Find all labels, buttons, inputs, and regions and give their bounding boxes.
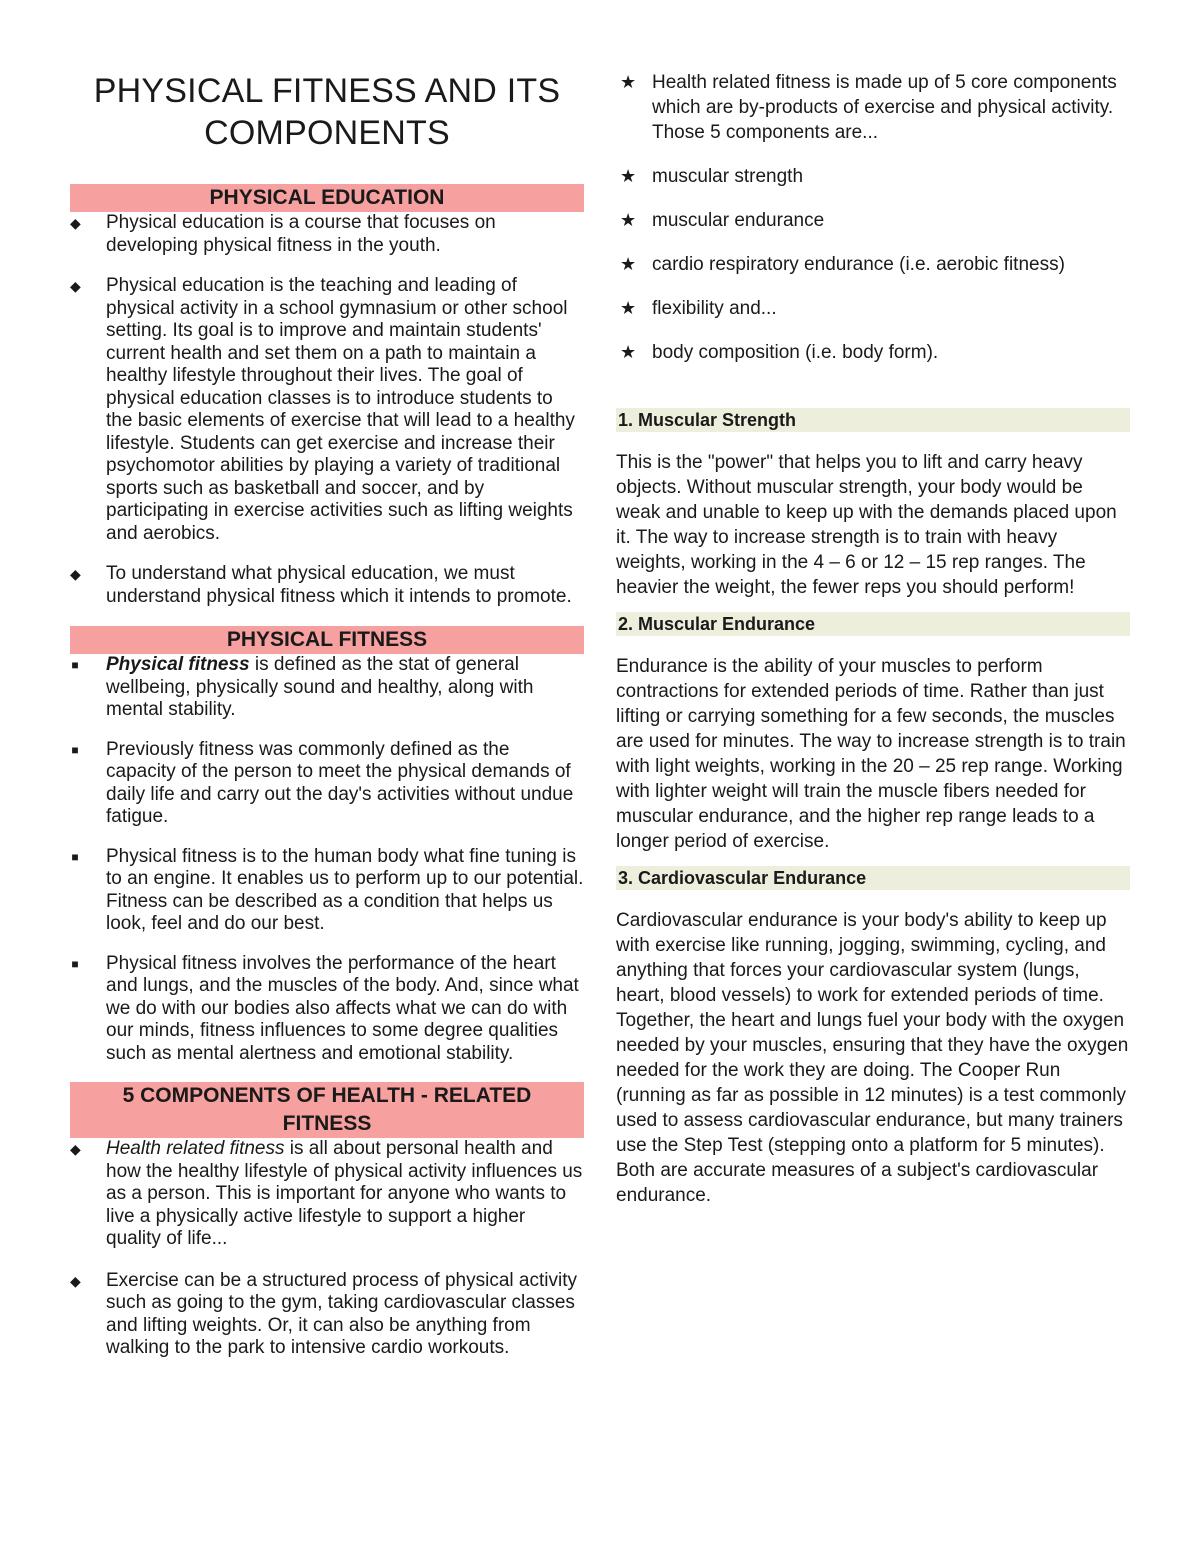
cardiovascular-endurance-heading: 3. Cardiovascular Endurance — [616, 866, 1130, 890]
components-list — [616, 70, 1130, 365]
muscular-strength-heading: 1. Muscular Strength — [616, 408, 1130, 432]
star-bullet-icon: ★ — [620, 72, 637, 92]
page-title: PHYSICAL FITNESS AND ITS COMPONENTS — [93, 72, 561, 152]
health-related-heading: 5 COMPONENTS OF HEALTH - RELATED FITNESS — [70, 1082, 584, 1138]
square-bullet-icon: ■ — [71, 658, 79, 672]
list-item: ★ muscular strength — [620, 166, 804, 187]
list-item: ■ Physical fitness is defined as the stat of general wellbeing, physically sound and healthy, along with mental stability. — [71, 654, 534, 720]
diamond-bullet-icon: ◆ — [70, 215, 81, 231]
physical-fitness-list — [70, 654, 584, 1065]
list-item: ◆ Physical education is the teaching and leading of physical activity in a school gymnasium or other school setting. Its goal is to improve and maintain students' current health and set them on a path to maintain a healthy lifestyle throughout their lives. The goal of physical education classes is to introduce students to the basic elements of exercise that will lead to a healthy lifestyle. Students can get exercise and increase their psychomotor abilities by playing a variety of traditional sports such as basketball and soccer, and by participating in exercise activities such as lifting weights and aerobics. — [70, 275, 575, 544]
physical-education-list — [70, 212, 584, 608]
list-item: ◆ Health related fitness is all about personal health and how the healthy lifestyle of physical activity influences us as a person. This is important for anyone who wants to live a physically active lifestyle to support a higher quality of life... — [70, 1138, 583, 1249]
diamond-bullet-icon: ◆ — [70, 1141, 81, 1157]
muscular-endurance-heading: 2. Muscular Endurance — [616, 612, 1130, 636]
health-related-list — [70, 1138, 584, 1360]
cardiovascular-endurance-text: Cardiovascular endurance is your body's ability to keep up with exercise like running, jogging, swimming, cycling, and anything that forces your cardiovascular system (lungs, heart, blood vessels) to work for extended periods of time. Together, the heart and lungs fuel your body with the oxygen needed by your muscles, ensuring that they have the oxygen needed for the work they are doing. The Cooper Run (running as far as possible in 12 minutes) is a test commonly used to assess cardiovascular endurance, but many trainers use the Step Test (stepping onto a platform for 5 minutes). Both are accurate measures of a subject's cardiovascular endurance. — [616, 910, 1129, 1206]
diamond-bullet-icon: ◆ — [70, 278, 81, 294]
list-item: ■ Physical fitness involves the performance of the heart and lungs, and the muscles of the body. And, since what we do with our bodies also affects what we can do with our minds, fitness influences to some degree qualities such as mental alertness and emotional stability. — [71, 952, 579, 1064]
muscular-endurance-text: Endurance is the ability of your muscles to perform contractions for extended periods of time. Rather than just lifting or carrying something for a few seconds, the muscles are used for minutes. The way to increase strength is to train with light weights, working in the 20 – 25 rep range. Working with lighter weight will train the muscle fibers needed for muscular endurance, and the higher rep range leads to a longer period of exercise. — [616, 656, 1126, 852]
diamond-bullet-icon: ◆ — [70, 566, 81, 582]
square-bullet-icon: ■ — [71, 742, 79, 757]
star-bullet-icon: ★ — [620, 254, 637, 274]
star-bullet-icon: ★ — [620, 298, 637, 318]
list-item: ★ cardio respiratory endurance (i.e. aerobic fitness) — [620, 254, 1065, 275]
list-item: ★ Health related fitness is made up of 5 core components which are by-products of exercise and physical activity. Those 5 components are... — [620, 72, 1117, 143]
right-column — [616, 70, 1130, 1220]
list-item: ◆ Physical education is a course that focuses on developing physical fitness in the youth. — [70, 212, 496, 256]
list-item: ■ Previously fitness was commonly defined as the capacity of the person to meet the physical demands of daily life and carry out the day's activities without undue fatigue. — [71, 738, 574, 827]
list-item: ◆ Exercise can be a structured process of physical activity such as going to the gym, taking cardiovascular classes and lifting weights. Or, it can also be anything from walking to the park to intensive cardio workouts. — [70, 1269, 577, 1358]
star-bullet-icon: ★ — [620, 166, 637, 186]
list-item: ★ body composition (i.e. body form). — [620, 342, 939, 363]
muscular-strength-text: This is the "power" that helps you to lift and carry heavy objects. Without muscular strength, your body would be weak and unable to keep up with the demands placed upon it. The way to increase strength is to train with heavy weights, working in the 4 – 6 or 12 – 15 rep ranges. The heavier the weight, the fewer reps you should perform! — [616, 452, 1117, 598]
list-item: ★ muscular endurance — [620, 210, 825, 231]
physical-fitness-heading: PHYSICAL FITNESS — [70, 626, 584, 654]
list-item: ◆ To understand what physical education, we must understand physical fitness which it intends to promote. — [70, 563, 572, 607]
diamond-bullet-icon: ◆ — [70, 1272, 81, 1289]
star-bullet-icon: ★ — [620, 342, 637, 362]
physical-education-heading: PHYSICAL EDUCATION — [70, 184, 584, 212]
left-column — [70, 70, 584, 1379]
list-item: ■ Physical fitness is to the human body what fine tuning is to an engine. It enables us to perform up to our potential. Fitness can be described as a condition that helps us look, feel and do our best. — [71, 845, 584, 934]
square-bullet-icon: ■ — [71, 956, 79, 971]
square-bullet-icon: ■ — [71, 849, 79, 864]
star-bullet-icon: ★ — [620, 210, 637, 230]
list-item: ★ flexibility and... — [620, 298, 777, 319]
